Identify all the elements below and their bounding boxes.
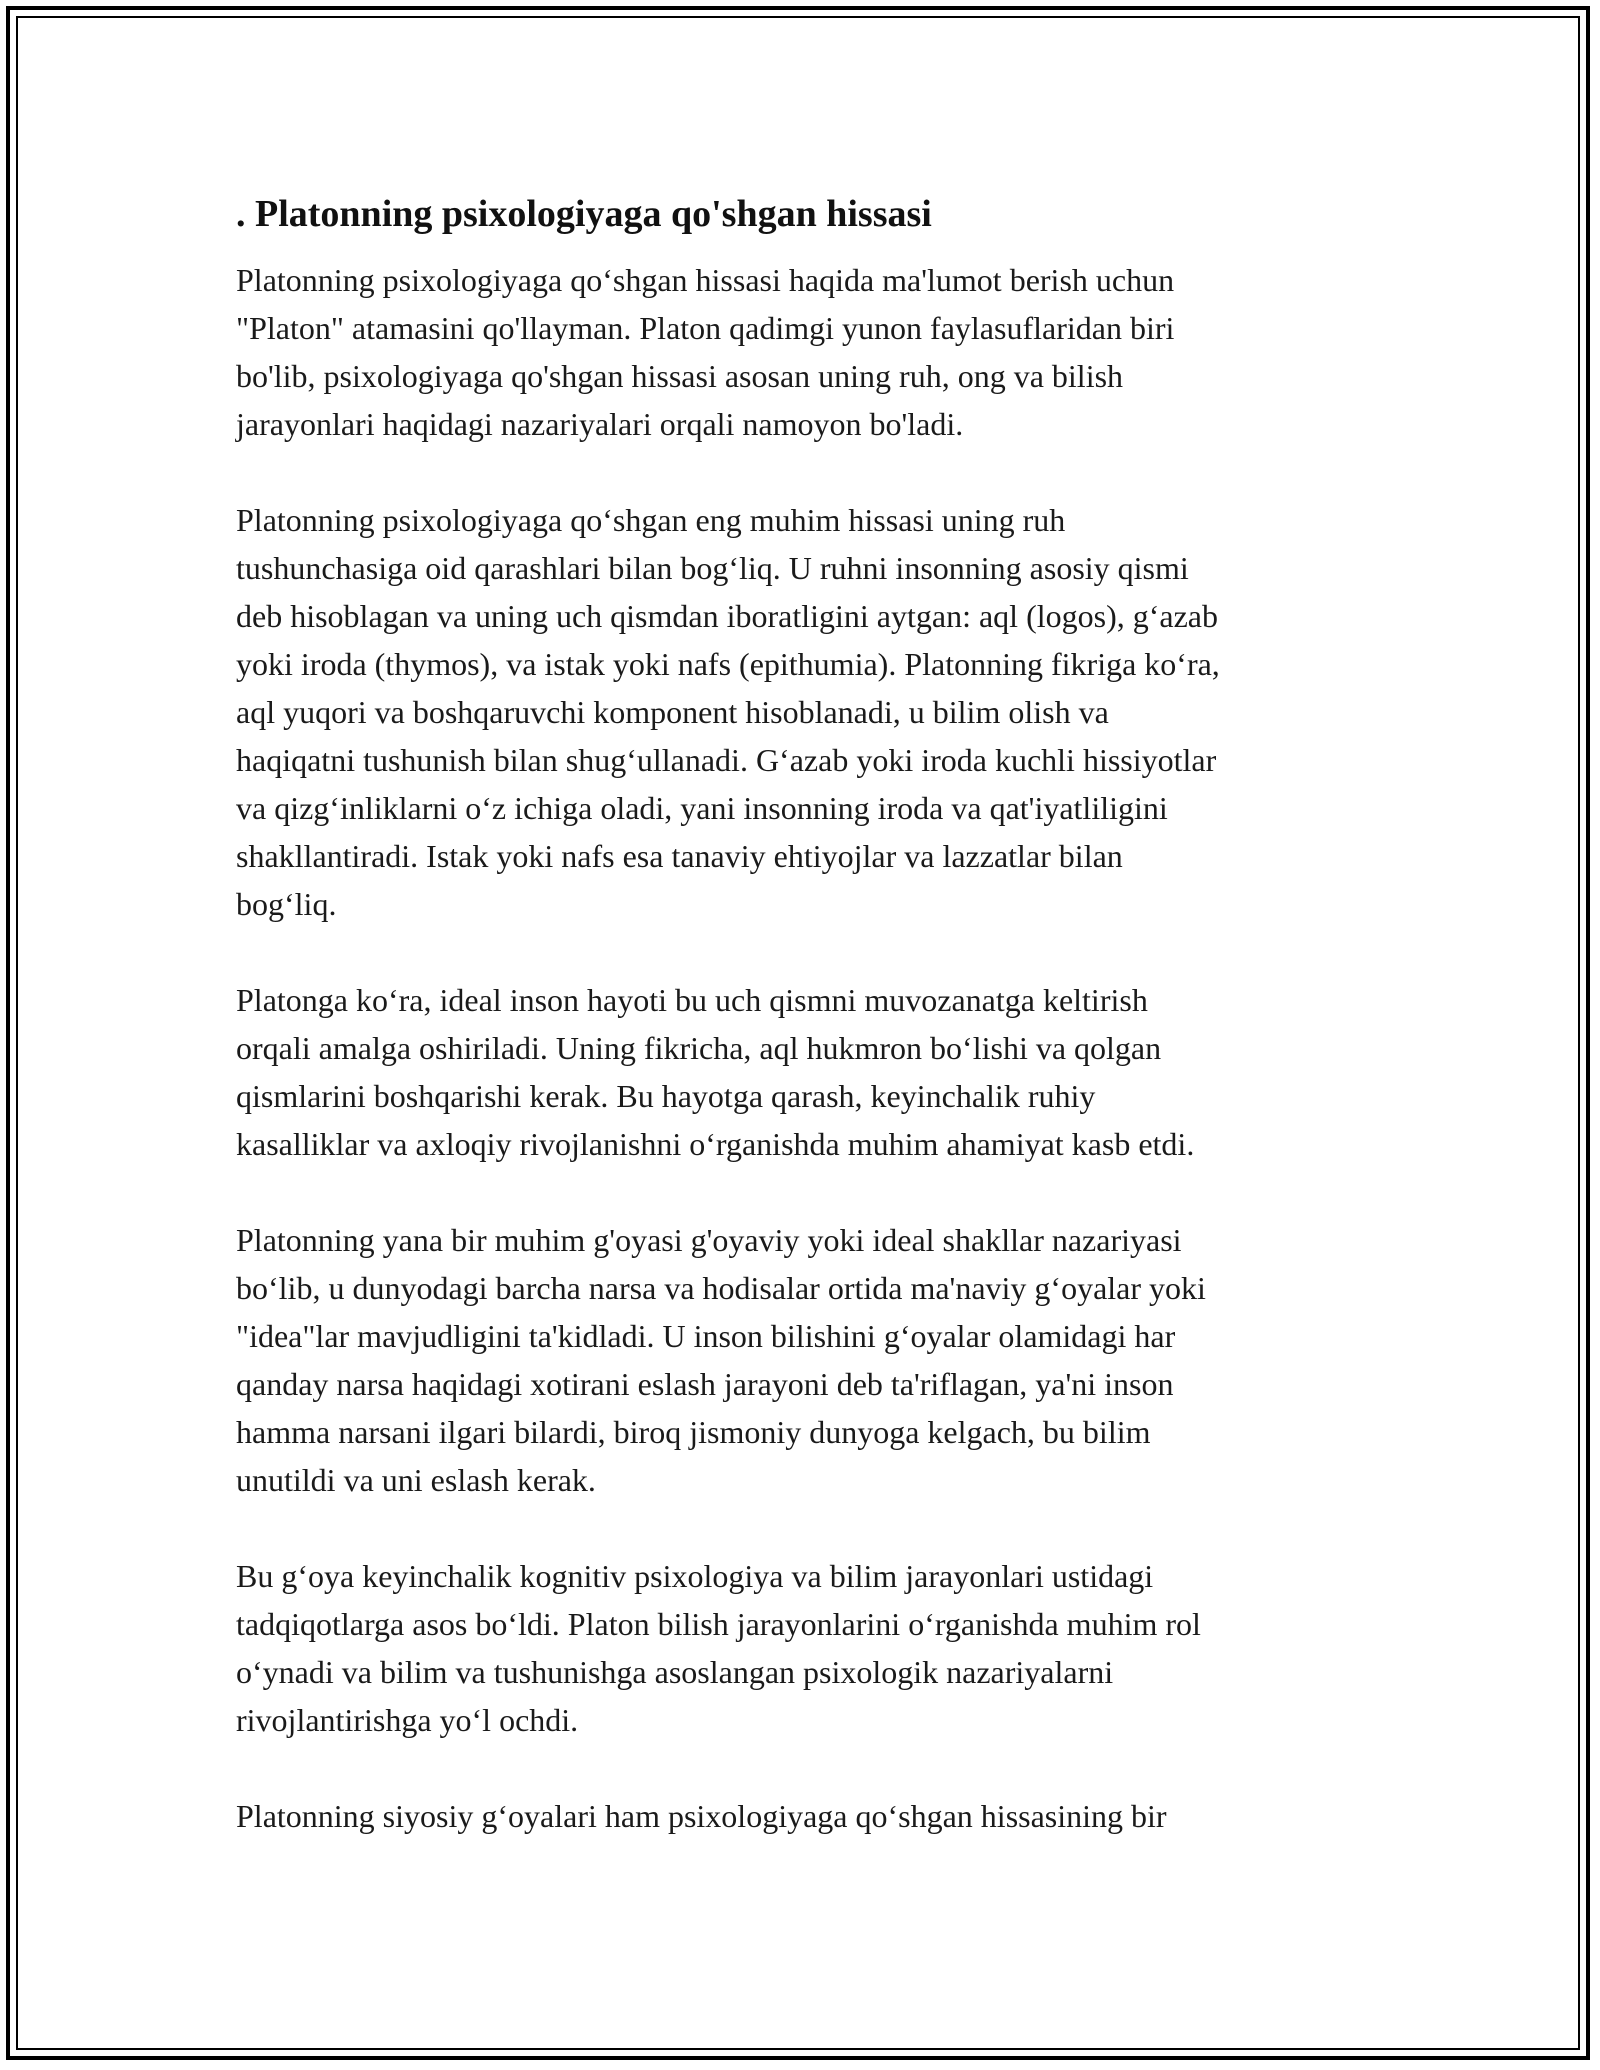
paragraph [236,976,1376,1168]
paragraph-line: hamma narsani ilgari bilardi, biroq jismoniy dunyoga kelgach, bu bilim [236,1414,1151,1450]
paragraph-line: yoki iroda (thymos), va istak yoki nafs (epithumia). Platonning fikriga ko‘ra, [236,646,1220,682]
paragraph-line: bo‘lib, u dunyodagi barcha narsa va hodisalar ortida ma'naviy g‘oyalar yoki [236,1270,1206,1306]
paragraph-line: va qizg‘inliklarni o‘z ichiga oladi, yani insonning iroda va qat'iyatliligini [236,790,1168,826]
paragraph-line: tadqiqotlarga asos bo‘ldi. Platon bilish jarayonlarini o‘rganishda muhim rol [236,1606,1201,1642]
paragraph-line: "Platon" atamasini qo'llayman. Platon qadimgi yunon faylasuflaridan biri [236,310,1175,346]
paragraph-line: Platonga ko‘ra, ideal inson hayoti bu uch qismni muvozanatga keltirish [236,982,1148,1018]
paragraph [236,1552,1376,1744]
paragraph-line: qanday narsa haqidagi xotirani eslash jarayoni deb ta'riflagan, ya'ni inson [236,1366,1174,1402]
paragraph-line: Bu g‘oya keyinchalik kognitiv psixologiya va bilim jarayonlari ustidagi [236,1558,1154,1594]
paragraph-line: bog‘liq. [236,886,337,922]
document-heading: . Platonning psixologiyaga qo'shgan hissasi [236,193,932,235]
paragraph-line: jarayonlari haqidagi nazariyalari orqali namoyon bo'ladi. [236,406,964,442]
paragraph-line: Platonning siyosiy g‘oyalari ham psixologiyaga qo‘shgan hissasining bir [236,1798,1167,1834]
paragraph-line: deb hisoblagan va uning uch qismdan iboratligini aytgan: aql (logos), g‘azab [236,598,1218,634]
paragraph-line: Platonning yana bir muhim g'oyasi g'oyaviy yoki ideal shakllar nazariyasi [236,1222,1182,1258]
paragraph-line: shakllantiradi. Istak yoki nafs esa tanaviy ehtiyojlar va lazzatlar bilan [236,838,1123,874]
paragraph-line: kasalliklar va axloqiy rivojlanishni o‘rganishda muhim ahamiyat kasb etdi. [236,1126,1195,1162]
document-body [236,188,1376,1888]
paragraph-line: Platonning psixologiyaga qo‘shgan eng muhim hissasi uning ruh [236,502,1066,538]
paragraph-line: bo'lib, psixologiyaga qo'shgan hissasi asosan uning ruh, ong va bilish [236,358,1124,394]
paragraph [236,256,1376,448]
paragraph-line: orqali amalga oshiriladi. Uning fikricha, aql hukmron bo‘lishi va qolgan [236,1030,1162,1066]
paragraph-list [236,256,1376,1840]
paragraph-line: "idea"lar mavjudligini ta'kidladi. U inson bilishini g‘oyalar olamidagi har [236,1318,1176,1354]
paragraph-line: tushunchasiga oid qarashlari bilan bog‘liq. U ruhni insonning asosiy qismi [236,550,1189,586]
paragraph [236,1216,1376,1504]
paragraph [236,496,1376,928]
paragraph-line: Platonning psixologiyaga qo‘shgan hissasi haqida ma'lumot berish uchun [236,262,1175,298]
paragraph [236,1792,1376,1840]
paragraph-line: unutildi va uni eslash kerak. [236,1462,596,1498]
paragraph-line: qismlarini boshqarishi kerak. Bu hayotga qarash, keyinchalik ruhiy [236,1078,1096,1114]
paragraph-line: haqiqatni tushunish bilan shug‘ullanadi. G‘azab yoki iroda kuchli hissiyotlar [236,742,1217,778]
paragraph-line: o‘ynadi va bilim va tushunishga asoslangan psixologik nazariyalarni [236,1654,1114,1690]
paragraph-line: rivojlantirishga yo‘l ochdi. [236,1702,579,1738]
paragraph-line: aql yuqori va boshqaruvchi komponent hisoblanadi, u bilim olish va [236,694,1109,730]
